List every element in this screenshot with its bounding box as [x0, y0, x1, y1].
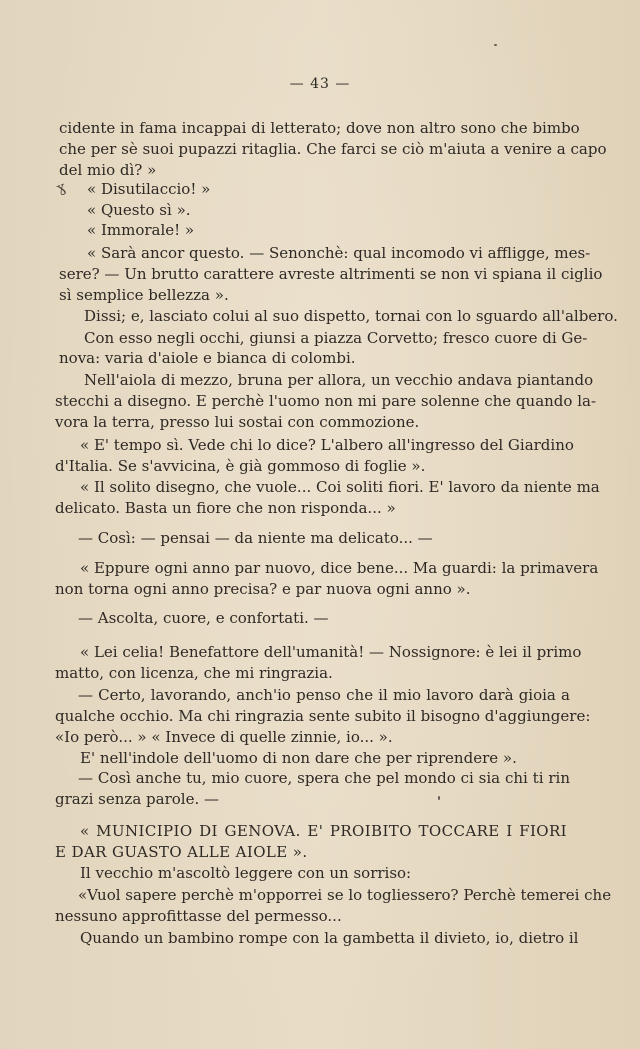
text-line: stecchi a disegno. E perchè l'uomo non mi pare solenne che quando la-: [55, 392, 597, 410]
text-line: « Immorale! »: [87, 221, 195, 239]
text-line: cidente in fama incappai di letterato; dove non altro sono che bimbo: [59, 119, 580, 137]
text-line: — Così: — pensai — da niente ma delicato... —: [78, 529, 433, 547]
text-line: nova: varia d'aiole e bianca di colombi.: [59, 349, 356, 367]
text-line: sì semplice bellezza ».: [59, 286, 229, 304]
text-line: sere? — Un brutto carattere avreste altrimenti se non vi spiana il ciglio: [59, 265, 603, 283]
text-line: Con esso negli occhi, giunsi a piazza Corvetto; fresco cuore di Ge-: [84, 329, 588, 347]
text-line: « Sarà ancor questo. — Senonchè: qual incomodo vi affligge, mes-: [87, 244, 591, 262]
text-line: « Questo sì ».: [87, 201, 191, 219]
text-line: « Il solito disegno, che vuole... Coi soliti fiori. E' lavoro da niente ma: [80, 478, 600, 496]
text-line: « Eppure ogni anno par nuovo, dice bene... Ma guardi: la primavera: [80, 559, 599, 577]
text-line: qualche occhio. Ma chi ringrazia sente subito il bisogno d'aggiungere:: [55, 707, 591, 725]
text-line: Nell'aiola di mezzo, bruna per allora, un vecchio andava piantando: [84, 371, 594, 389]
text-line: E' nell'indole dell'uomo di non dare che per riprendere ».: [80, 749, 517, 767]
margin-mark: ɣ: [54, 179, 68, 197]
text-line: Quando un bambino rompe con la gambetta il divieto, io, dietro il: [80, 929, 579, 947]
text-line: E DAR GUASTO ALLE AIOLE ».: [55, 843, 308, 861]
text-line: Il vecchio m'ascoltò leggere con un sorriso:: [80, 864, 412, 882]
text-line: «Vuol sapere perchè m'opporrei se lo togliessero? Perchè temerei che: [78, 886, 612, 904]
text-line: Dissi; e, lasciato colui al suo dispetto, tornai con lo sguardo all'albero.: [84, 307, 618, 325]
text-line: — Certo, lavorando, anch'io penso che il mio lavoro darà gioia a: [78, 686, 570, 704]
text-line: «Io però... » « Invece di quelle zinnie, io... ».: [55, 728, 393, 746]
text-line: — Così anche tu, mio cuore, spera che pel mondo ci sia chi ti rin: [78, 769, 570, 787]
text-line: d'Italia. Se s'avvicina, è già gommoso di foglie ».: [55, 457, 426, 475]
text-line: che per sè suoi pupazzi ritaglia. Che farci se ciò m'aiuta a venire a capo: [59, 140, 607, 158]
text-line: del mio dì? »: [59, 161, 157, 179]
text-line: non torna ogni anno precisa? e par nuova ogni anno ».: [55, 580, 471, 598]
page-number: — 43 —: [289, 76, 351, 92]
text-line: nessuno approfittasse del permesso...: [55, 907, 342, 925]
text-line: matto, con licenza, che mi ringrazia.: [55, 664, 333, 682]
text-line: « E' tempo sì. Vede chi lo dice? L'albero all'ingresso del Giardino: [80, 436, 574, 454]
text-line: vora la terra, presso lui sostai con commozione.: [55, 413, 420, 431]
text-line: « Lei celia! Benefattore dell'umanità! — Nossignore: è lei il primo: [80, 643, 582, 661]
text-line: « Disutilaccio! »: [87, 180, 211, 198]
text-line: grazi senza parole. —: [55, 790, 219, 808]
text-line: — Ascolta, cuore, e confortati. —: [78, 609, 329, 627]
text-line: « MUNICIPIO DI GENOVA. E' PROIBITO TOCCARE I FIORI: [80, 822, 567, 840]
text-line: delicato. Basta un fiore che non risponda... »: [55, 499, 396, 517]
